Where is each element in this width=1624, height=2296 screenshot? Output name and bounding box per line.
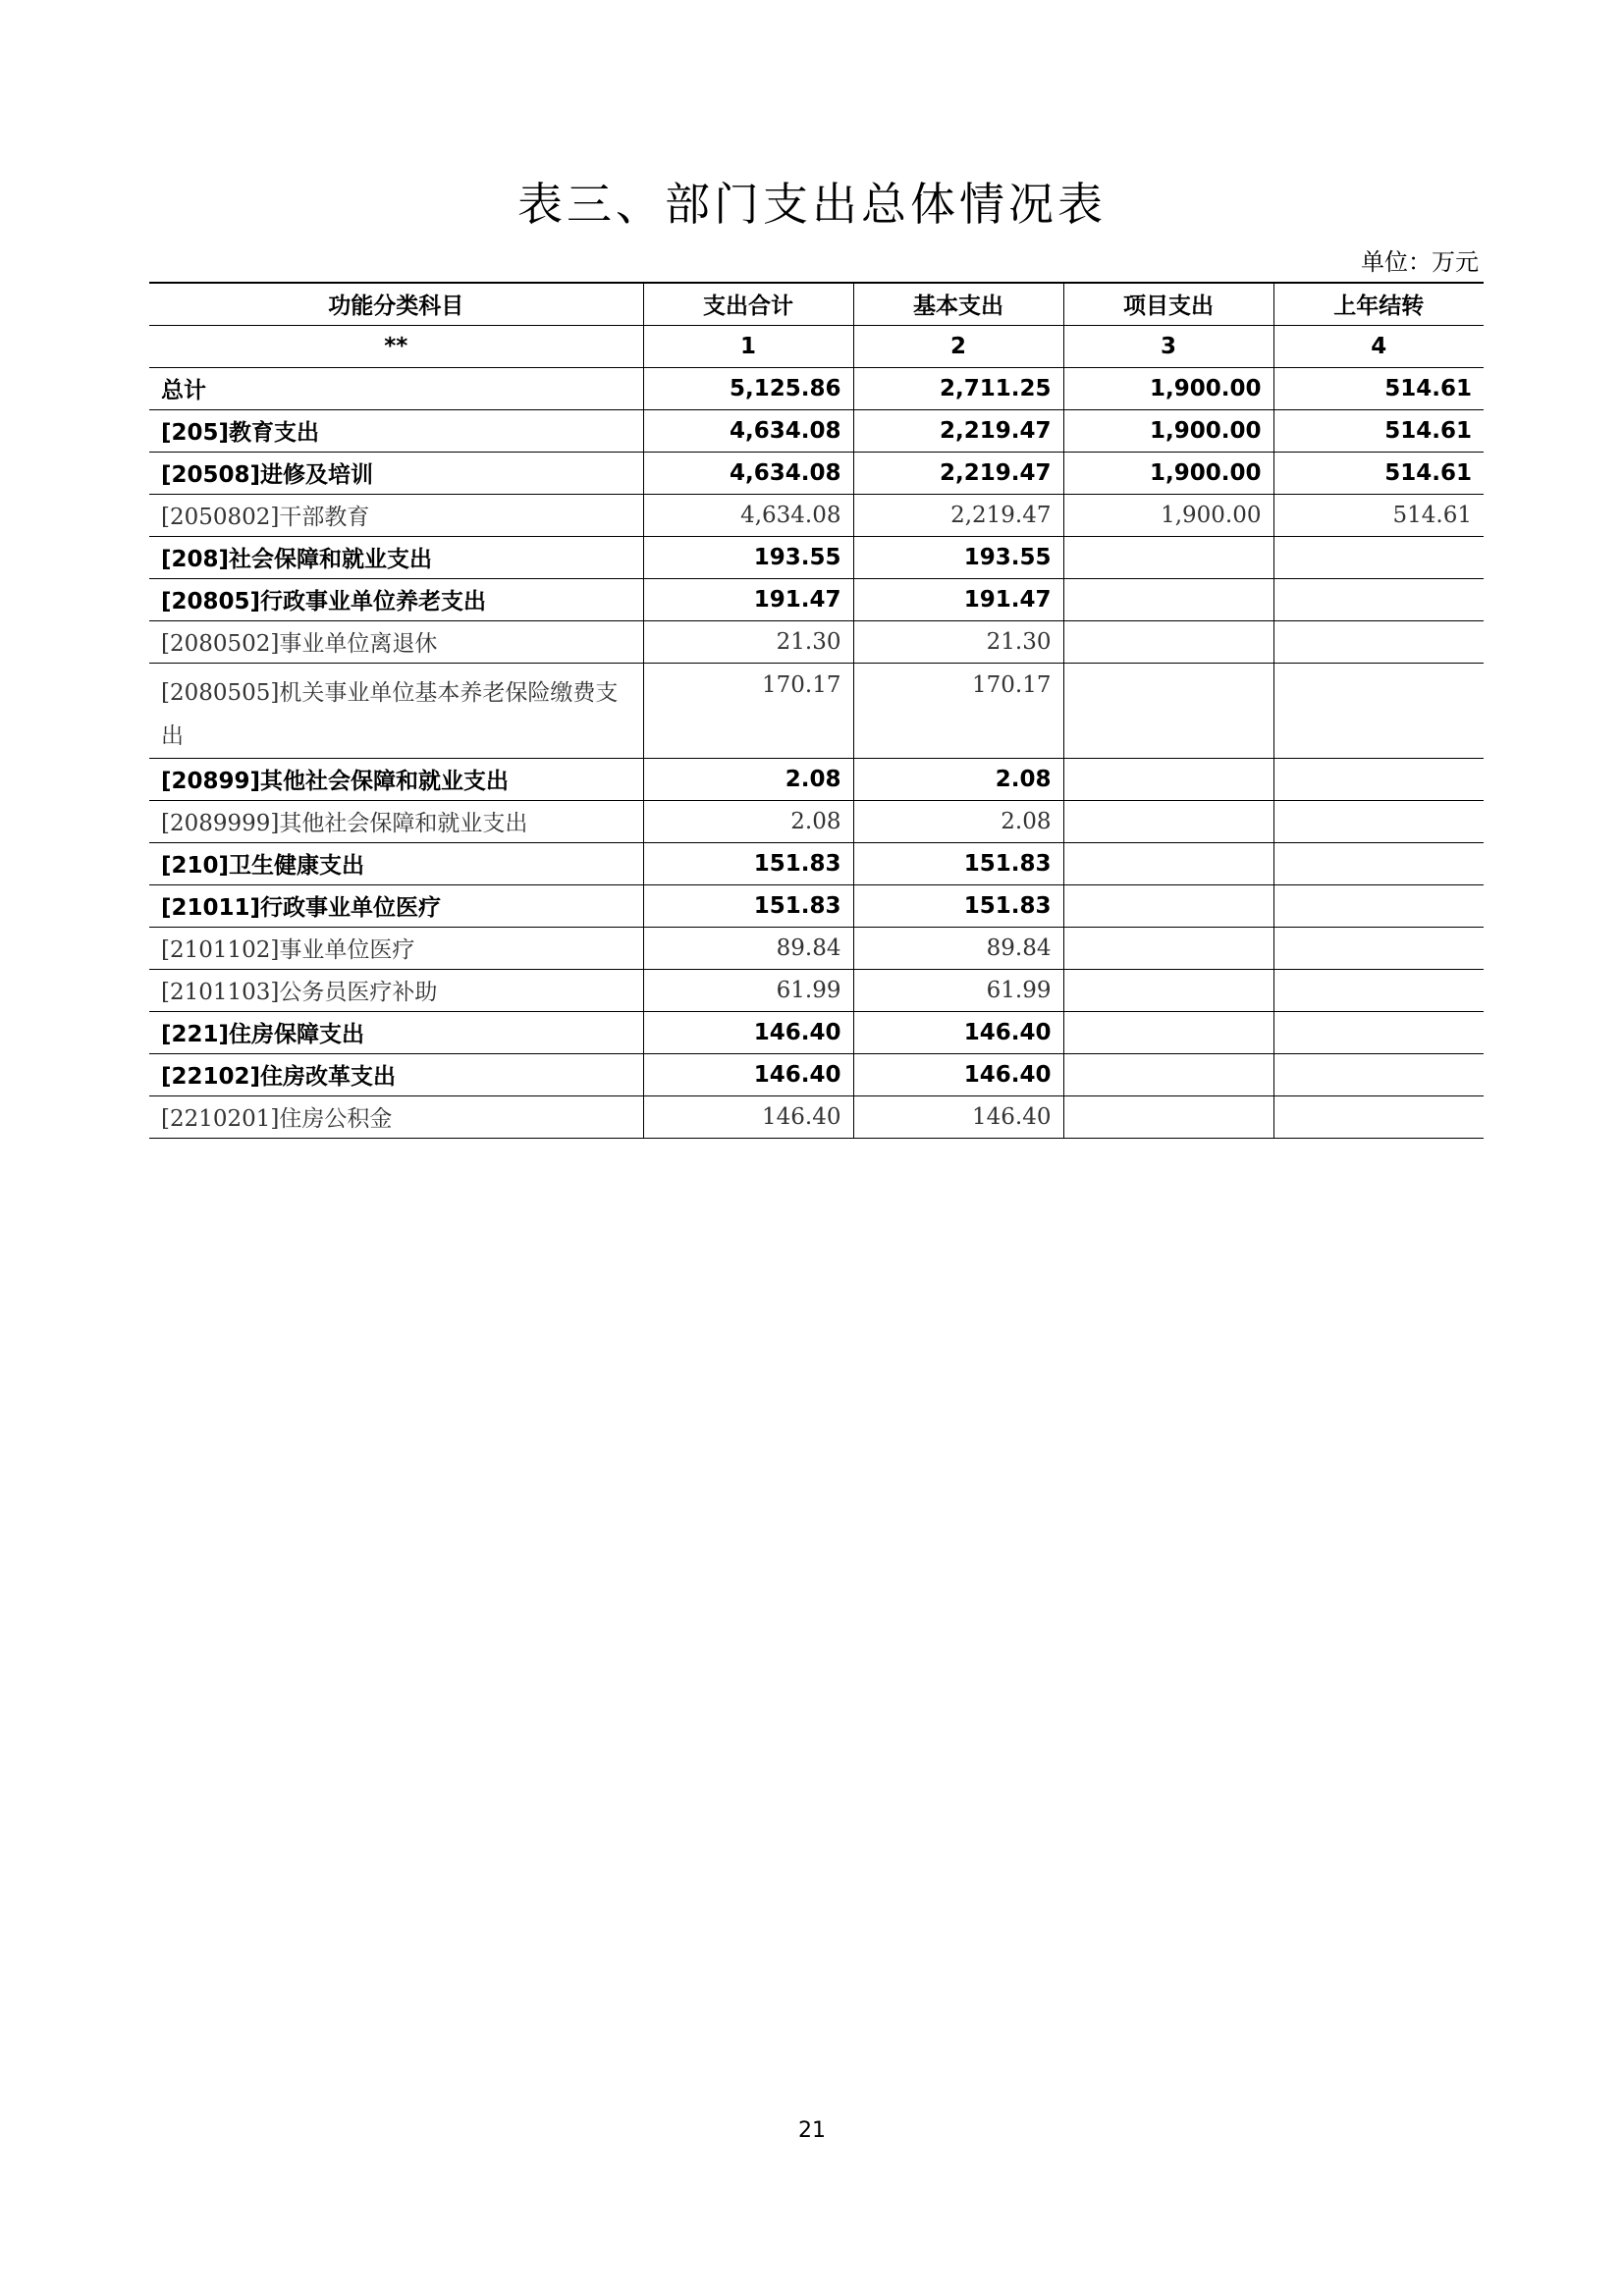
row-basic: 2,219.47 xyxy=(853,494,1063,536)
row-category: [2080505]机关事业单位基本养老保险缴费支出 xyxy=(149,663,643,758)
row-category: [20805]行政事业单位养老支出 xyxy=(149,578,643,620)
index-row xyxy=(149,325,1484,367)
row-basic: 89.84 xyxy=(853,927,1063,969)
row-category: [205]教育支出 xyxy=(149,409,643,452)
table-body xyxy=(149,367,1484,1138)
row-basic: 146.40 xyxy=(853,1095,1063,1138)
row-category: [22102]住房改革支出 xyxy=(149,1053,643,1095)
row-total: 61.99 xyxy=(643,969,853,1011)
row-project xyxy=(1063,620,1273,663)
row-category: [20508]进修及培训 xyxy=(149,452,643,494)
row-basic: 2,219.47 xyxy=(853,409,1063,452)
row-carryover xyxy=(1273,1095,1484,1138)
row-basic: 191.47 xyxy=(853,578,1063,620)
row-project xyxy=(1063,1053,1273,1095)
row-category: [2080502]事业单位离退休 xyxy=(149,620,643,663)
row-category: [20899]其他社会保障和就业支出 xyxy=(149,758,643,800)
row-carryover xyxy=(1273,578,1484,620)
header-project: 项目支出 xyxy=(1063,283,1273,325)
header-total: 支出合计 xyxy=(643,283,853,325)
table-row xyxy=(149,409,1484,452)
row-basic: 61.99 xyxy=(853,969,1063,1011)
row-basic: 146.40 xyxy=(853,1053,1063,1095)
row-carryover xyxy=(1273,800,1484,842)
row-category: [2089999]其他社会保障和就业支出 xyxy=(149,800,643,842)
row-total: 4,634.08 xyxy=(643,494,853,536)
row-category: [2050802]干部教育 xyxy=(149,494,643,536)
table-row xyxy=(149,494,1484,536)
index-cell: 3 xyxy=(1063,325,1273,367)
row-total: 146.40 xyxy=(643,1095,853,1138)
row-carryover: 514.61 xyxy=(1273,494,1484,536)
row-carryover xyxy=(1273,1011,1484,1053)
row-carryover xyxy=(1273,1053,1484,1095)
row-project xyxy=(1063,842,1273,884)
row-total: 4,634.08 xyxy=(643,452,853,494)
row-basic: 170.17 xyxy=(853,663,1063,758)
row-project xyxy=(1063,1011,1273,1053)
row-project xyxy=(1063,969,1273,1011)
row-category: [2101103]公务员医疗补助 xyxy=(149,969,643,1011)
row-project xyxy=(1063,578,1273,620)
index-cell: 4 xyxy=(1273,325,1484,367)
row-basic: 2,219.47 xyxy=(853,452,1063,494)
unit-label: 单位：万元 xyxy=(1361,248,1479,276)
table-row xyxy=(149,758,1484,800)
row-basic: 2,711.25 xyxy=(853,367,1063,409)
page-title: 表三、部门支出总体情况表 xyxy=(517,178,1107,231)
row-project xyxy=(1063,1095,1273,1138)
table-row xyxy=(149,927,1484,969)
row-carryover: 514.61 xyxy=(1273,367,1484,409)
row-project: 1,900.00 xyxy=(1063,494,1273,536)
table-row xyxy=(149,452,1484,494)
row-carryover xyxy=(1273,620,1484,663)
row-total: 151.83 xyxy=(643,884,853,927)
row-total: 5,125.86 xyxy=(643,367,853,409)
row-basic: 21.30 xyxy=(853,620,1063,663)
row-total: 170.17 xyxy=(643,663,853,758)
table-row xyxy=(149,620,1484,663)
row-total: 4,634.08 xyxy=(643,409,853,452)
header-basic: 基本支出 xyxy=(853,283,1063,325)
row-category: 总计 xyxy=(149,367,643,409)
row-project: 1,900.00 xyxy=(1063,452,1273,494)
table-row xyxy=(149,367,1484,409)
row-basic: 2.08 xyxy=(853,758,1063,800)
table-row xyxy=(149,1011,1484,1053)
table-row xyxy=(149,1053,1484,1095)
table-row xyxy=(149,800,1484,842)
row-total: 151.83 xyxy=(643,842,853,884)
header-category: 功能分类科目 xyxy=(149,283,643,325)
row-carryover xyxy=(1273,884,1484,927)
header-carryover: 上年结转 xyxy=(1273,283,1484,325)
row-carryover xyxy=(1273,758,1484,800)
row-carryover xyxy=(1273,663,1484,758)
row-carryover xyxy=(1273,842,1484,884)
table-row xyxy=(149,536,1484,578)
row-total: 2.08 xyxy=(643,800,853,842)
table-row xyxy=(149,1095,1484,1138)
row-category: [2101102]事业单位医疗 xyxy=(149,927,643,969)
row-basic: 146.40 xyxy=(853,1011,1063,1053)
index-cell: 1 xyxy=(643,325,853,367)
row-project xyxy=(1063,758,1273,800)
header-row xyxy=(149,283,1484,325)
row-total: 146.40 xyxy=(643,1011,853,1053)
row-project xyxy=(1063,663,1273,758)
row-carryover: 514.61 xyxy=(1273,409,1484,452)
row-carryover: 514.61 xyxy=(1273,452,1484,494)
row-project xyxy=(1063,884,1273,927)
row-basic: 151.83 xyxy=(853,884,1063,927)
row-total: 2.08 xyxy=(643,758,853,800)
table-row xyxy=(149,884,1484,927)
row-basic: 151.83 xyxy=(853,842,1063,884)
row-total: 191.47 xyxy=(643,578,853,620)
row-category: [21011]行政事业单位医疗 xyxy=(149,884,643,927)
row-carryover xyxy=(1273,969,1484,1011)
table-row xyxy=(149,663,1484,758)
row-project xyxy=(1063,927,1273,969)
table-row xyxy=(149,969,1484,1011)
table-row xyxy=(149,578,1484,620)
row-carryover xyxy=(1273,927,1484,969)
table-row xyxy=(149,842,1484,884)
row-project xyxy=(1063,800,1273,842)
expenditure-table xyxy=(149,282,1484,1139)
row-total: 21.30 xyxy=(643,620,853,663)
row-category: [221]住房保障支出 xyxy=(149,1011,643,1053)
index-cell: ** xyxy=(149,325,643,367)
row-basic: 193.55 xyxy=(853,536,1063,578)
row-carryover xyxy=(1273,536,1484,578)
row-total: 89.84 xyxy=(643,927,853,969)
row-project: 1,900.00 xyxy=(1063,367,1273,409)
row-basic: 2.08 xyxy=(853,800,1063,842)
row-total: 193.55 xyxy=(643,536,853,578)
row-project: 1,900.00 xyxy=(1063,409,1273,452)
row-category: [208]社会保障和就业支出 xyxy=(149,536,643,578)
row-project xyxy=(1063,536,1273,578)
row-total: 146.40 xyxy=(643,1053,853,1095)
index-cell: 2 xyxy=(853,325,1063,367)
page-number: 21 xyxy=(798,2118,826,2143)
row-category: [2210201]住房公积金 xyxy=(149,1095,643,1138)
row-category: [210]卫生健康支出 xyxy=(149,842,643,884)
